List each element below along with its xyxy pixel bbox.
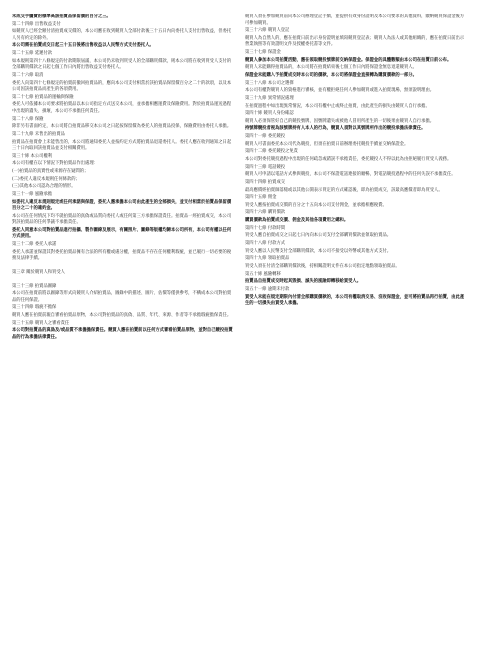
right-article-heading: 第四十四條 拍賣成交 <box>245 179 286 185</box>
left-article-heading: 第三十五條 競買人之審看責任 <box>12 320 70 326</box>
right-article-heading: 第三十九條 異常情況處理 <box>245 95 294 101</box>
right-paragraph: 買受人應自拍賣成交之日起七日內向本公司支付全部購買價款並領取拍賣品。 <box>245 233 392 239</box>
left-paragraph: 如競買人已經全額付清拍賣成交價的，本公司應在收到競買人全部付款後三十五日內向委托人支付出售收益，但委托人另有約定的除外。 <box>12 29 232 41</box>
left-article-heading: 第三十四條 瑕疵不擔保 <box>12 305 57 311</box>
left-article-heading: 第三十二條 委托人承諾 <box>12 242 57 248</box>
right-paragraph: 在拍賣過程中如出現異常情況，本公司有權中止或終止拍賣，由此產生的損失由競買人自行承擔。 <box>245 103 430 109</box>
left-article-heading: 第三十三條 拍賣品圖錄 <box>12 283 57 289</box>
left-paragraph: (三)其他本公司認為合理的情形。 <box>12 184 76 190</box>
left-paragraph: 本公司對拍賣品的真偽及/或品質不承擔擔保責任。競買人應在拍賣前以任何方式審看拍賣品原物，並對自己競投拍賣品的行為承擔法律責任。 <box>12 328 233 340</box>
right-article-heading: 第四十條 競買人身份確認 <box>245 111 294 117</box>
right-article-heading: 第四十六條 購買價款 <box>245 210 286 216</box>
right-paragraph: 競買人須在參加競買前向本公司辦理登記手續，並提供有效身份證明及本公司要求的其他資料，繳納競買保證金後方可參加競買。 <box>245 14 465 26</box>
right-paragraph: 購買價款為拍賣成交價、佣金及其他各項費用之總和。 <box>245 218 349 224</box>
left-paragraph: 如本規則第四十八條規定的付款期限屆滿，本公司仍未收到買受人的全部購買價款，則本公司將在收到買受人支付的全部購買價款之日起七個工作日內將出售收益支付委托人。 <box>12 58 232 71</box>
right-paragraph: 買受人應以人民幣支付全部購買價款，本公司不接受以外幣或其他方式支付。 <box>245 248 392 254</box>
right-paragraph: 競買人參加本公司拍賣活動，應在領取競投號牌前交納保證金。保證金的具體數額由本公司在拍賣日前公布。 <box>245 57 452 63</box>
right-article-heading: 第三十八條 本公司之選擇 <box>245 80 294 86</box>
right-article-heading: 第四十二條 委托競投之免責 <box>245 149 298 155</box>
right-article-heading: 第四十九條 領取拍賣品 <box>245 256 290 262</box>
right-paragraph: 競買人為自然人的，應在拍賣日前出示身份證明並填寫競買登記表；競買人為法人或其他組織的，應在拍賣日前出示營業執照等有效證明文件及授權委托書等文件。 <box>245 35 465 48</box>
right-paragraph: 保證金未能購入予拍賣成交時本公司的價款，本公司將保證金直接轉為購買價款的一部分。 <box>245 72 417 78</box>
left-article-heading: 第三十條 本公司權利 <box>12 153 53 159</box>
right-article-heading: 第四十五條 佣金 <box>245 195 277 201</box>
left-paragraph: 拍賣品在拍賣會上未能售出的，本公司將通知委托人並按約定方式將拍賣品退還委托人。委托人應在收到通知之日起三十日內取回該拍賣品並支付相關費用。 <box>12 139 232 152</box>
right-article-heading: 第三十七條 保證金 <box>245 50 281 56</box>
right-text-column <box>245 14 468 643</box>
left-paragraph: 本公司需在拍賣成交日起三十五日後將出售收益以人民幣方式支付委托人。 <box>12 43 154 49</box>
left-article-heading: 第三十一條 風險承擔 <box>12 191 53 197</box>
right-paragraph: 拍賣品自拍賣成交時起其毀損、滅失的風險即轉移給買受人。 <box>245 279 362 285</box>
right-paragraph: 競買人未能購得拍賣品的，本公司將在拍賣結束後七個工作日內將保證金無息退還競買人。 <box>245 65 417 71</box>
right-paragraph: 競買人必須保管好自己的競投號牌，因號牌遺失或被他人冒用所產生的一切後果由競買人自行承擔。 <box>245 118 435 124</box>
right-paragraph: 買受人應按拍賣成交價的百分之十五向本公司支付佣金，並承擔相應稅費。 <box>245 202 387 208</box>
right-paragraph: 最高應價經拍賣師落槌或以其他公開表示買定的方式確認後，即為拍賣成交，該最高應價者即為買受人。 <box>245 187 443 193</box>
left-article-heading: 第二十五條 延遲付款 <box>12 51 53 57</box>
right-article-heading: 第四十七條 付款時間 <box>245 225 286 231</box>
right-article-heading: 第四十三條 電話競投 <box>245 164 286 170</box>
right-article-heading: 第五十一條 逾期未付款 <box>245 286 290 292</box>
left-article-heading: 第二十四條 出售收益支付 <box>12 21 61 27</box>
left-article-heading: 第二十七條 拍賣品的運輸與保險 <box>12 94 74 100</box>
right-paragraph: 持號牌競投者視為該號牌持有人本人的行為，競買人須對以其號牌所作出的競投承擔法律責任。 <box>245 126 426 132</box>
left-paragraph: 本公司在任何情況下均不就拍賣品的真偽或品質向委托人或任何第三方承擔保證責任。拍賣品一經拍賣成交，本公司對該拍賣品的任何爭議不承擔責任。 <box>12 213 232 226</box>
right-paragraph: 競買人可書面委托本公司代為競投，但須在拍賣日前辦理委托競投手續並交納保證金。 <box>245 141 409 147</box>
left-text-column <box>12 14 235 643</box>
right-paragraph: 本公司有權對競買人的資格進行審核，並有權拒絕任何人參加競買或進入拍賣現場，無須說明理由。 <box>245 88 435 94</box>
left-paragraph: 如委托人違反本規則規定或任何承諾與保證，委托人應承擔本公司由此產生的全部損失，並支付相當於拍賣品保留價百分之二十的違約金。 <box>12 199 232 212</box>
right-paragraph: 買受人未能在規定期限內付清全部購買價款的，本公司有權取消交易、沒收保證金，並可將拍賣品再行拍賣，由此產生的一切損失由買受人承擔。 <box>245 294 465 307</box>
left-paragraph: 委托人向第四十七條規定的拍賣前撤回拍賣品的，應向本公司支付相當於該拍賣品保留價百分之二十的款項，以及本公司因該拍賣品而產生的各項費用。 <box>12 80 232 93</box>
left-paragraph: (一)拍賣品的真實性或來源存在疑問的； <box>12 168 89 174</box>
left-article-heading: 第二十八條 保險 <box>12 116 44 122</box>
left-article-heading: 第二十六條 取消 <box>12 72 44 78</box>
left-paragraph: 未成交手續費的標準高該拍賣品保留價的百分之三。 <box>12 14 111 19</box>
left-article-heading: 第二十九條 未售出的拍賣品 <box>12 131 65 137</box>
right-article-heading: 第五十條 風險轉移 <box>245 271 281 277</box>
left-paragraph: 除非另有書面約定，本公司將自拍賣品移交本公司之日起按保留價為委托人的拍賣品投保，保險費用由委托人承擔。 <box>12 124 232 130</box>
right-article-heading: 第四十一條 委托競投 <box>245 134 286 140</box>
left-paragraph: 委托人同意本公司對拍賣品進行拍攝、製作圖錄及展示，有關照片、圖錄等版權均歸本公司所有，本公司有權以任何方式使用。 <box>12 227 232 240</box>
left-paragraph: 競買人應在拍賣前親自審看拍賣品原物，本公司對拍賣品的真偽、品質、年代、來源、作者等不承擔瑕疵擔保責任。 <box>12 313 232 319</box>
right-article-heading: 第四十八條 付款方式 <box>245 241 286 247</box>
left-paragraph: 委托人承諾並保證其對委托拍賣品擁有合法的所有權或處分權，拍賣品不存在任何權利瑕疵，並已履行一切必要的稅務及法律手續。 <box>12 249 232 262</box>
left-article-heading: 第三章 關於競買人和買受人 <box>12 269 65 275</box>
right-paragraph: 本公司對委托競投過程中出現的任何疏忽或錯誤不承擔責任，委托競投人不得以此為由拒絕履行買受人義務。 <box>245 156 452 162</box>
right-article-heading: 第三十六條 競買人登記 <box>245 28 290 34</box>
left-paragraph: 本公司在拍賣前將以圖錄等形式向競買人介紹拍賣品，圖錄中的描述、圖片、估價等僅供參考，不構成本公司對拍賣品的任何保證。 <box>12 291 232 303</box>
left-paragraph: 本公司有權在以下情況下對拍賣品作出處理： <box>12 161 98 167</box>
right-paragraph: 買受人須在付清全部購買價款後，持相關證明文件在本公司指定地點領取拍賣品。 <box>245 263 400 269</box>
right-paragraph: 競買人可申請以電話方式參與競投，本公司不保證電話連接的順暢，對電話競投過程中的任何失誤不承擔責任。 <box>245 172 456 178</box>
left-paragraph: (二)委托人違反本規則任何條款的； <box>12 176 80 182</box>
left-paragraph: 委托人可依據本公司要求將拍賣品以本公司指定方式送交本公司，並承擔相應運費及保險費用。對於拍賣品運送過程中出現的遺失、損壞，本公司不承擔任何責任。 <box>12 102 232 114</box>
